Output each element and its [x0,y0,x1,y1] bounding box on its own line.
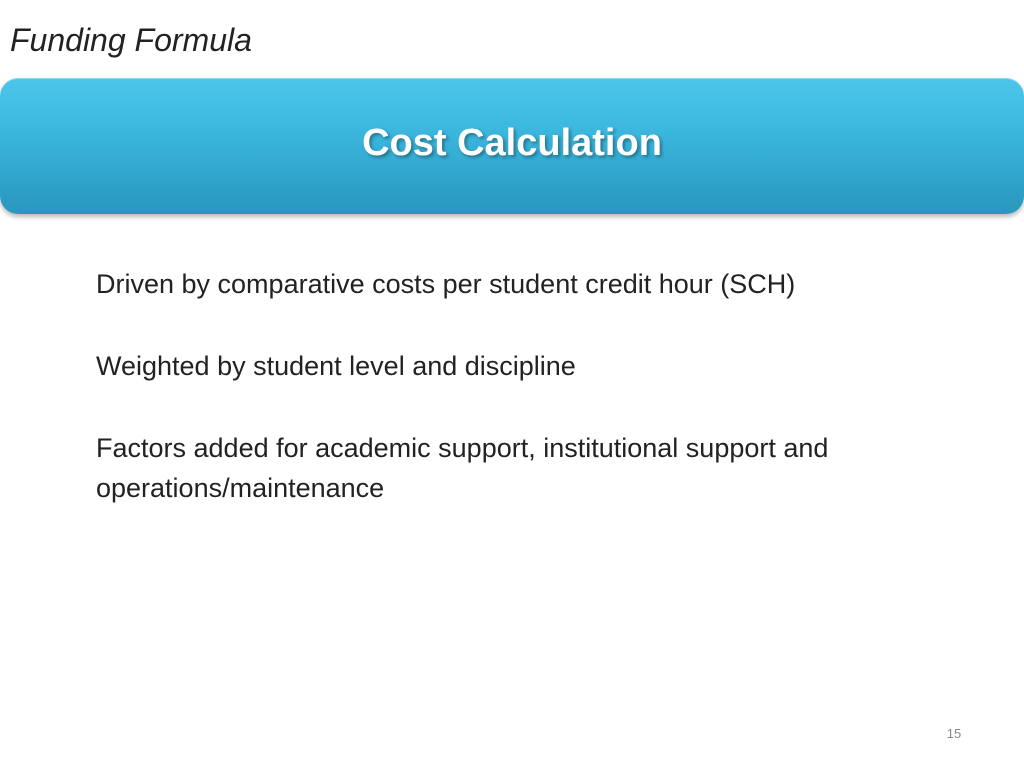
section-banner [0,78,1024,214]
content-body [96,264,926,550]
point-cost-driver: Driven by comparative costs per student credit hour (SCH) [96,269,796,299]
point-added-factors: Factors added for academic support, institutional support and operations/maintenance [96,433,829,503]
page-number: 15 [946,726,962,741]
banner-title: Cost Calculation [362,122,662,164]
slide-title: Funding Formula [10,22,252,58]
point-weighting: Weighted by student level and discipline [96,351,576,381]
